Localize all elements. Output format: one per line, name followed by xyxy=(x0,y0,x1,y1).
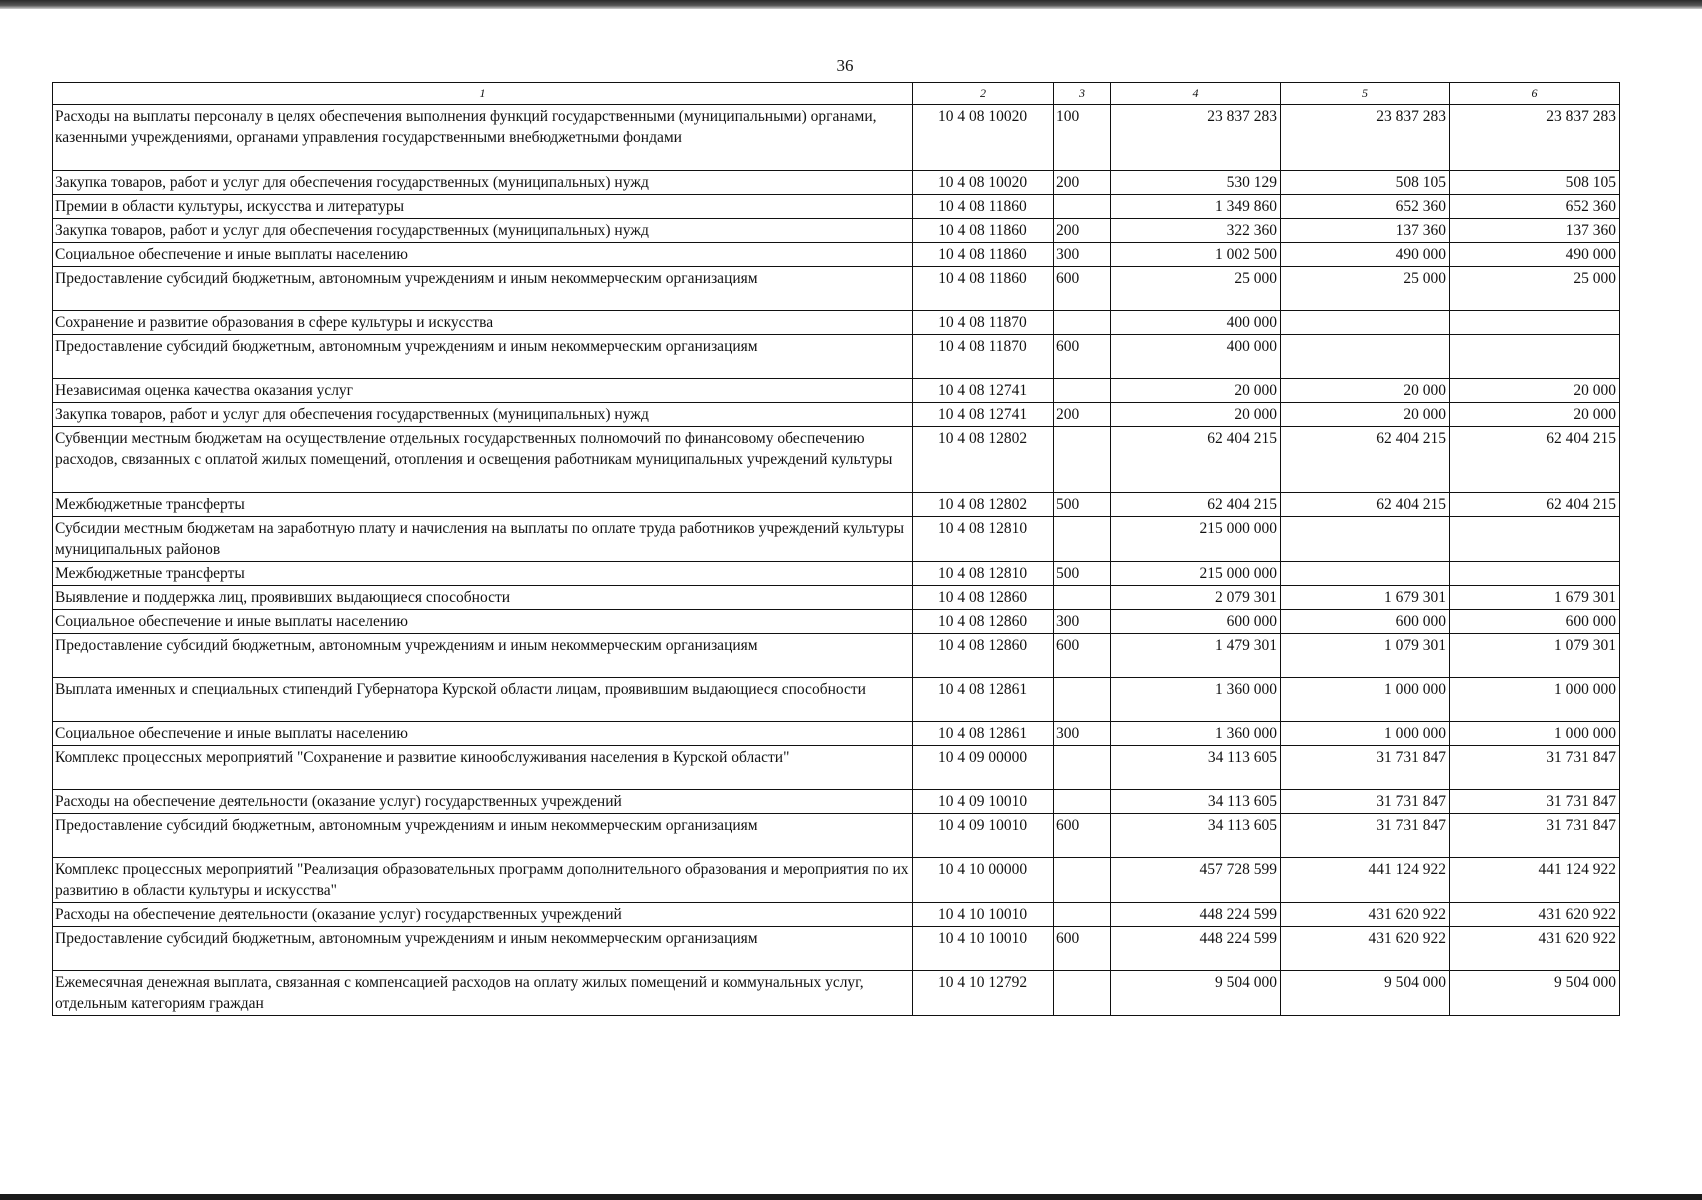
header-cell-3: 3 xyxy=(1054,83,1111,105)
row-value-col6-cell: 431 620 922 xyxy=(1450,927,1620,971)
row-code-cell: 10 4 08 12741 xyxy=(913,403,1054,427)
table-row xyxy=(53,814,1620,858)
table-row xyxy=(53,219,1620,243)
row-expense-type-cell xyxy=(1054,427,1111,493)
row-expense-type-cell: 200 xyxy=(1054,403,1111,427)
row-value-col6-cell: 31 731 847 xyxy=(1450,814,1620,858)
row-expense-type-cell: 300 xyxy=(1054,722,1111,746)
row-value-col5-cell: 508 105 xyxy=(1281,171,1450,195)
budget-table xyxy=(52,82,1620,1016)
table-row xyxy=(53,562,1620,586)
row-name-cell: Предоставление субсидий бюджетным, автономным учреждениям и иным некоммерческим организациям xyxy=(53,335,913,379)
row-name-cell: Предоставление субсидий бюджетным, автономным учреждениям и иным некоммерческим организациям xyxy=(53,267,913,311)
row-name-cell: Социальное обеспечение и иные выплаты населению xyxy=(53,243,913,267)
row-value-col4-cell: 448 224 599 xyxy=(1111,903,1281,927)
table-row xyxy=(53,746,1620,790)
row-value-col6-cell: 1 679 301 xyxy=(1450,586,1620,610)
row-code-cell: 10 4 08 12802 xyxy=(913,427,1054,493)
row-name-cell: Закупка товаров, работ и услуг для обеспечения государственных (муниципальных) нужд xyxy=(53,403,913,427)
row-expense-type-cell xyxy=(1054,379,1111,403)
row-expense-type-cell xyxy=(1054,311,1111,335)
row-expense-type-cell xyxy=(1054,195,1111,219)
row-value-col5-cell: 23 837 283 xyxy=(1281,105,1450,171)
row-expense-type-cell: 600 xyxy=(1054,335,1111,379)
row-name-cell: Предоставление субсидий бюджетным, автономным учреждениям и иным некоммерческим организациям xyxy=(53,634,913,678)
row-code-cell: 10 4 09 00000 xyxy=(913,746,1054,790)
row-value-col5-cell: 441 124 922 xyxy=(1281,858,1450,903)
row-code-cell: 10 4 10 12792 xyxy=(913,971,1054,1016)
table-row xyxy=(53,903,1620,927)
row-name-cell: Субсидии местным бюджетам на заработную плату и начисления на выплаты по оплате труда работников учреждений культуры муниципальных районов xyxy=(53,517,913,562)
row-expense-type-cell xyxy=(1054,586,1111,610)
header-cell-2: 2 xyxy=(913,83,1054,105)
row-value-col5-cell: 31 731 847 xyxy=(1281,790,1450,814)
row-name-cell: Расходы на выплаты персоналу в целях обеспечения выполнения функций государственными (муниципальными) органами, казенными учреждениями, органами управления государственными внебюджетными фондами xyxy=(53,105,913,171)
row-expense-type-cell: 600 xyxy=(1054,634,1111,678)
row-value-col5-cell: 31 731 847 xyxy=(1281,814,1450,858)
row-code-cell: 10 4 08 11860 xyxy=(913,267,1054,311)
row-name-cell: Расходы на обеспечение деятельности (оказание услуг) государственных учреждений xyxy=(53,790,913,814)
row-value-col6-cell: 9 504 000 xyxy=(1450,971,1620,1016)
table-row xyxy=(53,427,1620,493)
row-value-col6-cell xyxy=(1450,562,1620,586)
row-code-cell: 10 4 08 12860 xyxy=(913,586,1054,610)
row-value-col5-cell: 62 404 215 xyxy=(1281,427,1450,493)
row-value-col4-cell: 62 404 215 xyxy=(1111,427,1281,493)
row-value-col4-cell: 448 224 599 xyxy=(1111,927,1281,971)
row-name-cell: Сохранение и развитие образования в сфере культуры и искусства xyxy=(53,311,913,335)
row-value-col6-cell: 431 620 922 xyxy=(1450,903,1620,927)
row-code-cell: 10 4 08 12741 xyxy=(913,379,1054,403)
row-value-col5-cell: 1 000 000 xyxy=(1281,722,1450,746)
row-value-col5-cell xyxy=(1281,335,1450,379)
table-row xyxy=(53,493,1620,517)
row-value-col6-cell xyxy=(1450,335,1620,379)
row-code-cell: 10 4 08 11860 xyxy=(913,243,1054,267)
row-value-col6-cell: 508 105 xyxy=(1450,171,1620,195)
row-expense-type-cell: 500 xyxy=(1054,493,1111,517)
row-value-col5-cell: 25 000 xyxy=(1281,267,1450,311)
table-row xyxy=(53,790,1620,814)
row-name-cell: Социальное обеспечение и иные выплаты населению xyxy=(53,610,913,634)
row-name-cell: Расходы на обеспечение деятельности (оказание услуг) государственных учреждений xyxy=(53,903,913,927)
row-code-cell: 10 4 10 00000 xyxy=(913,858,1054,903)
row-value-col4-cell: 322 360 xyxy=(1111,219,1281,243)
row-value-col6-cell: 137 360 xyxy=(1450,219,1620,243)
row-code-cell: 10 4 08 12860 xyxy=(913,610,1054,634)
row-value-col4-cell: 1 349 860 xyxy=(1111,195,1281,219)
row-expense-type-cell: 200 xyxy=(1054,171,1111,195)
row-code-cell: 10 4 08 10020 xyxy=(913,171,1054,195)
row-code-cell: 10 4 08 11860 xyxy=(913,195,1054,219)
row-value-col5-cell: 1 000 000 xyxy=(1281,678,1450,722)
row-expense-type-cell xyxy=(1054,746,1111,790)
row-expense-type-cell: 100 xyxy=(1054,105,1111,171)
row-value-col4-cell: 23 837 283 xyxy=(1111,105,1281,171)
row-code-cell: 10 4 08 12860 xyxy=(913,634,1054,678)
row-value-col6-cell: 20 000 xyxy=(1450,379,1620,403)
header-cell-4: 4 xyxy=(1111,83,1281,105)
row-expense-type-cell: 600 xyxy=(1054,814,1111,858)
row-name-cell: Комплекс процессных мероприятий "Сохранение и развитие кинообслуживания населения в Курской области" xyxy=(53,746,913,790)
row-code-cell: 10 4 09 10010 xyxy=(913,814,1054,858)
row-code-cell: 10 4 09 10010 xyxy=(913,790,1054,814)
row-name-cell: Субвенции местным бюджетам на осуществление отдельных государственных полномочий по финансовому обеспечению расходов, связанных с оплатой жилых помещений, отопления и освещения работникам муниципальных учреждений культуры xyxy=(53,427,913,493)
table-row xyxy=(53,634,1620,678)
scan-top-edge xyxy=(0,0,1702,9)
row-value-col6-cell xyxy=(1450,311,1620,335)
row-code-cell: 10 4 08 12810 xyxy=(913,517,1054,562)
row-value-col4-cell: 25 000 xyxy=(1111,267,1281,311)
row-name-cell: Премии в области культуры, искусства и литературы xyxy=(53,195,913,219)
row-name-cell: Межбюджетные трансферты xyxy=(53,562,913,586)
row-value-col5-cell xyxy=(1281,562,1450,586)
row-value-col4-cell: 215 000 000 xyxy=(1111,517,1281,562)
table-row xyxy=(53,243,1620,267)
row-value-col4-cell: 1 360 000 xyxy=(1111,678,1281,722)
row-value-col5-cell: 20 000 xyxy=(1281,403,1450,427)
row-value-col4-cell: 9 504 000 xyxy=(1111,971,1281,1016)
row-code-cell: 10 4 08 12810 xyxy=(913,562,1054,586)
row-value-col4-cell: 400 000 xyxy=(1111,335,1281,379)
row-value-col4-cell: 457 728 599 xyxy=(1111,858,1281,903)
row-code-cell: 10 4 10 10010 xyxy=(913,903,1054,927)
row-value-col4-cell: 20 000 xyxy=(1111,379,1281,403)
row-code-cell: 10 4 08 11870 xyxy=(913,335,1054,379)
row-value-col5-cell xyxy=(1281,517,1450,562)
row-value-col4-cell: 1 479 301 xyxy=(1111,634,1281,678)
table-row xyxy=(53,610,1620,634)
row-value-col4-cell: 215 000 000 xyxy=(1111,562,1281,586)
row-expense-type-cell xyxy=(1054,790,1111,814)
row-value-col5-cell: 652 360 xyxy=(1281,195,1450,219)
row-expense-type-cell xyxy=(1054,517,1111,562)
header-cell-5: 5 xyxy=(1281,83,1450,105)
row-value-col4-cell: 20 000 xyxy=(1111,403,1281,427)
row-value-col4-cell: 1 002 500 xyxy=(1111,243,1281,267)
row-expense-type-cell xyxy=(1054,678,1111,722)
row-value-col5-cell: 490 000 xyxy=(1281,243,1450,267)
row-value-col6-cell: 23 837 283 xyxy=(1450,105,1620,171)
row-expense-type-cell xyxy=(1054,858,1111,903)
row-name-cell: Независимая оценка качества оказания услуг xyxy=(53,379,913,403)
row-value-col5-cell: 1 679 301 xyxy=(1281,586,1450,610)
table-row xyxy=(53,858,1620,903)
row-name-cell: Предоставление субсидий бюджетным, автономным учреждениям и иным некоммерческим организациям xyxy=(53,927,913,971)
page-number: 36 xyxy=(836,56,854,75)
row-value-col5-cell: 20 000 xyxy=(1281,379,1450,403)
row-value-col4-cell: 600 000 xyxy=(1111,610,1281,634)
table-row xyxy=(53,722,1620,746)
row-code-cell: 10 4 08 11860 xyxy=(913,219,1054,243)
row-expense-type-cell: 300 xyxy=(1054,243,1111,267)
row-value-col4-cell: 1 360 000 xyxy=(1111,722,1281,746)
row-value-col6-cell: 20 000 xyxy=(1450,403,1620,427)
row-value-col5-cell: 431 620 922 xyxy=(1281,927,1450,971)
row-value-col6-cell: 600 000 xyxy=(1450,610,1620,634)
row-expense-type-cell: 300 xyxy=(1054,610,1111,634)
table-row xyxy=(53,267,1620,311)
table-row xyxy=(53,586,1620,610)
table-row xyxy=(53,171,1620,195)
row-name-cell: Выплата именных и специальных стипендий Губернатора Курской области лицам, проявившим выдающиеся способности xyxy=(53,678,913,722)
row-value-col4-cell: 34 113 605 xyxy=(1111,814,1281,858)
row-expense-type-cell xyxy=(1054,971,1111,1016)
row-value-col5-cell: 1 079 301 xyxy=(1281,634,1450,678)
row-value-col6-cell: 62 404 215 xyxy=(1450,493,1620,517)
row-value-col4-cell: 530 129 xyxy=(1111,171,1281,195)
scan-bottom-edge xyxy=(0,1194,1702,1200)
row-value-col6-cell: 25 000 xyxy=(1450,267,1620,311)
row-value-col5-cell: 431 620 922 xyxy=(1281,903,1450,927)
table-row xyxy=(53,105,1620,171)
table-row xyxy=(53,927,1620,971)
row-value-col6-cell: 490 000 xyxy=(1450,243,1620,267)
row-name-cell: Ежемесячная денежная выплата, связанная с компенсацией расходов на оплату жилых помещений и коммунальных услуг, отдельным категориям граждан xyxy=(53,971,913,1016)
row-code-cell: 10 4 08 11870 xyxy=(913,311,1054,335)
row-value-col5-cell: 62 404 215 xyxy=(1281,493,1450,517)
row-value-col5-cell: 137 360 xyxy=(1281,219,1450,243)
row-name-cell: Выявление и поддержка лиц, проявивших выдающиеся способности xyxy=(53,586,913,610)
row-value-col4-cell: 62 404 215 xyxy=(1111,493,1281,517)
header-cell-1: 1 xyxy=(53,83,913,105)
row-value-col6-cell: 31 731 847 xyxy=(1450,790,1620,814)
row-code-cell: 10 4 08 10020 xyxy=(913,105,1054,171)
row-value-col6-cell: 1 000 000 xyxy=(1450,678,1620,722)
row-value-col5-cell: 31 731 847 xyxy=(1281,746,1450,790)
row-value-col4-cell: 34 113 605 xyxy=(1111,790,1281,814)
row-name-cell: Комплекс процессных мероприятий "Реализация образовательных программ дополнительного образования и мероприятия по их развитию в области культуры и искусства" xyxy=(53,858,913,903)
row-value-col4-cell: 34 113 605 xyxy=(1111,746,1281,790)
row-expense-type-cell: 600 xyxy=(1054,927,1111,971)
table-row xyxy=(53,403,1620,427)
row-value-col6-cell: 1 000 000 xyxy=(1450,722,1620,746)
row-name-cell: Закупка товаров, работ и услуг для обеспечения государственных (муниципальных) нужд xyxy=(53,219,913,243)
row-code-cell: 10 4 10 10010 xyxy=(913,927,1054,971)
row-expense-type-cell: 200 xyxy=(1054,219,1111,243)
row-expense-type-cell xyxy=(1054,903,1111,927)
table-header-row xyxy=(53,83,1620,105)
row-value-col4-cell: 400 000 xyxy=(1111,311,1281,335)
row-name-cell: Межбюджетные трансферты xyxy=(53,493,913,517)
table-row xyxy=(53,971,1620,1016)
row-expense-type-cell: 600 xyxy=(1054,267,1111,311)
table-row xyxy=(53,678,1620,722)
row-value-col6-cell: 31 731 847 xyxy=(1450,746,1620,790)
row-code-cell: 10 4 08 12861 xyxy=(913,678,1054,722)
table-row xyxy=(53,195,1620,219)
row-value-col4-cell: 2 079 301 xyxy=(1111,586,1281,610)
row-value-col5-cell: 9 504 000 xyxy=(1281,971,1450,1016)
table-row xyxy=(53,335,1620,379)
row-value-col6-cell: 1 079 301 xyxy=(1450,634,1620,678)
row-value-col5-cell xyxy=(1281,311,1450,335)
row-value-col6-cell xyxy=(1450,517,1620,562)
row-name-cell: Предоставление субсидий бюджетным, автономным учреждениям и иным некоммерческим организациям xyxy=(53,814,913,858)
row-value-col5-cell: 600 000 xyxy=(1281,610,1450,634)
row-name-cell: Социальное обеспечение и иные выплаты населению xyxy=(53,722,913,746)
table-row xyxy=(53,379,1620,403)
row-value-col6-cell: 62 404 215 xyxy=(1450,427,1620,493)
header-cell-6: 6 xyxy=(1450,83,1620,105)
row-code-cell: 10 4 08 12861 xyxy=(913,722,1054,746)
row-value-col6-cell: 441 124 922 xyxy=(1450,858,1620,903)
table-row xyxy=(53,311,1620,335)
table-row xyxy=(53,517,1620,562)
row-expense-type-cell: 500 xyxy=(1054,562,1111,586)
row-value-col6-cell: 652 360 xyxy=(1450,195,1620,219)
row-code-cell: 10 4 08 12802 xyxy=(913,493,1054,517)
row-name-cell: Закупка товаров, работ и услуг для обеспечения государственных (муниципальных) нужд xyxy=(53,171,913,195)
